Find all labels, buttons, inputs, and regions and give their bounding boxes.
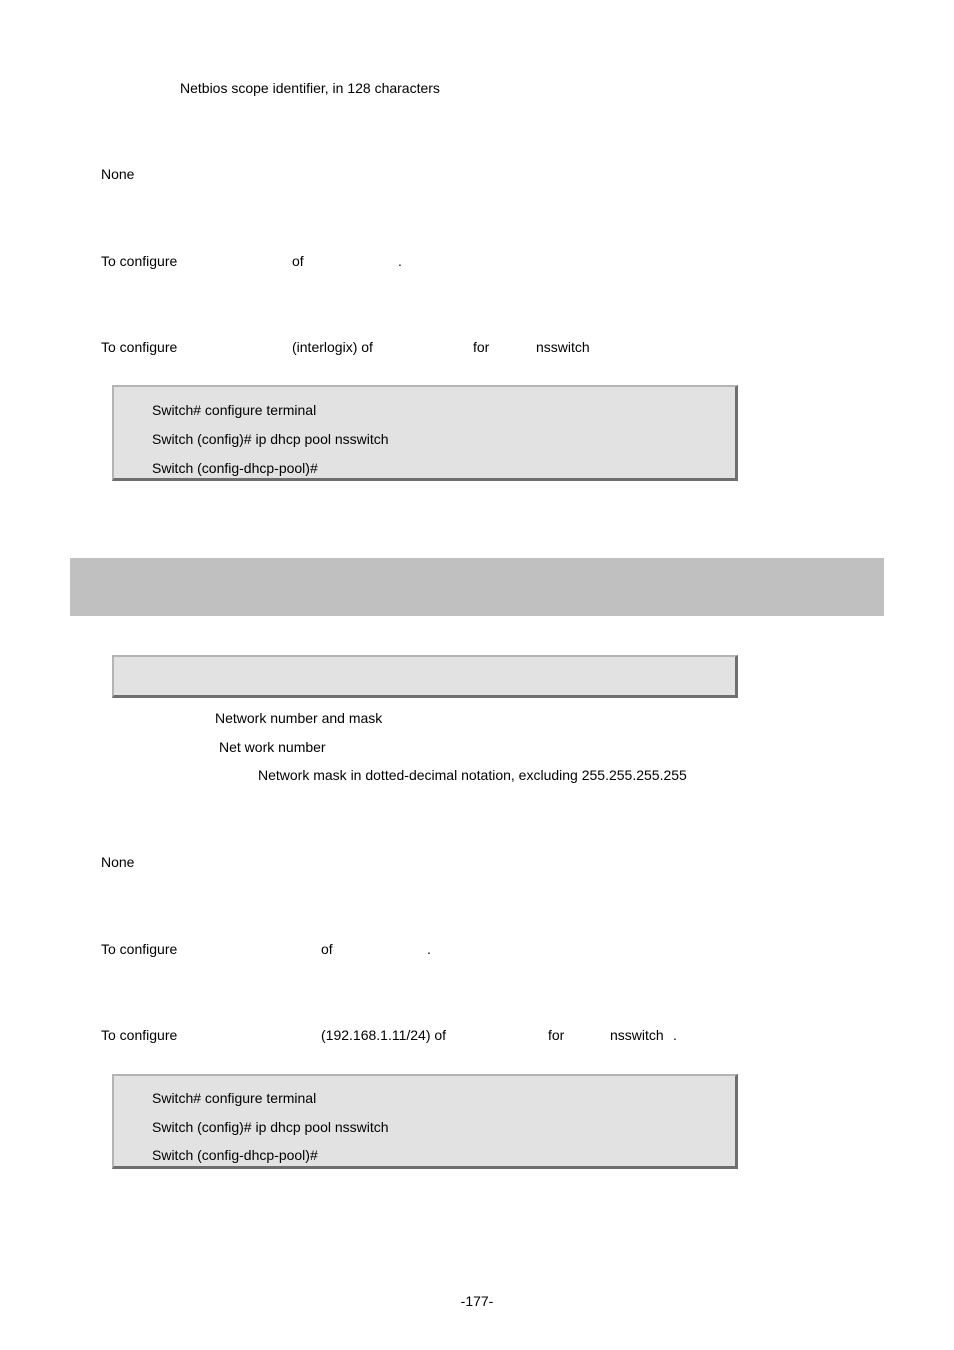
code-line: Switch (config)# ip dhcp pool nsswitch (152, 431, 389, 447)
example-text-1: To configure (101, 1027, 178, 1043)
example-text-5: . (673, 1027, 677, 1043)
code-line: Switch# configure terminal (152, 1090, 317, 1106)
usage-text-1: To configure (101, 253, 178, 269)
code-line: Switch (config-dhcp-pool)# (152, 1147, 318, 1163)
section-header-bar (70, 558, 884, 616)
usage-text-3: . (427, 941, 431, 957)
example-text-1: To configure (101, 339, 178, 355)
example-text-4: nsswitch (536, 339, 590, 355)
param-description: Network number and mask (215, 710, 383, 726)
example-text-2: (interlogix) of (292, 339, 373, 355)
code-example-box (112, 1074, 738, 1169)
usage-text-2: of (292, 253, 304, 269)
code-line: Switch# configure terminal (152, 402, 317, 418)
example-text-3: for (473, 339, 490, 355)
usage-text-2: of (321, 941, 333, 957)
code-example-box (112, 385, 738, 481)
example-text-3: for (548, 1027, 565, 1043)
example-text-2: (192.168.1.11/24) of (321, 1027, 447, 1043)
default-value: None (101, 166, 135, 182)
usage-text-1: To configure (101, 941, 178, 957)
code-line: Switch (config-dhcp-pool)# (152, 460, 318, 476)
example-text-4: nsswitch (610, 1027, 664, 1043)
command-syntax-box (112, 655, 738, 698)
usage-text-3: . (398, 253, 402, 269)
param-description: Netbios scope identifier, in 128 characters (180, 80, 440, 96)
param-description: Network mask in dotted-decimal notation, excluding 255.255.255.255 (258, 767, 687, 783)
code-line: Switch (config)# ip dhcp pool nsswitch (152, 1119, 389, 1135)
page-number: -177- (460, 1293, 494, 1309)
param-description: Net work number (219, 739, 326, 755)
default-value: None (101, 854, 135, 870)
